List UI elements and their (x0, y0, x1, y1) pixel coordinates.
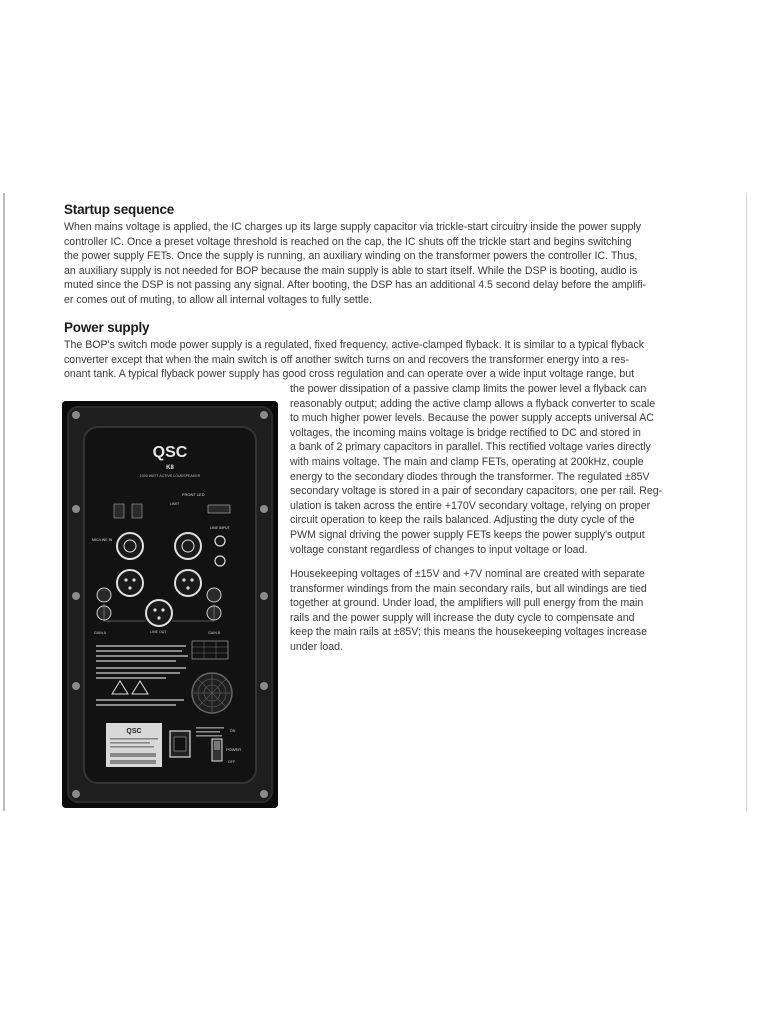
page-border-left (3, 193, 5, 811)
power-supply-paragraph-wide (64, 338, 704, 382)
model-label: K8 (166, 465, 174, 471)
text-line: an auxiliary supply is not needed for BOP because the main supply is able to start itself. While the DSP is booting, audio is (64, 264, 638, 277)
text-line: secondary voltage is stored in a pair of secondary capacitors, one per rail. Reg- (290, 485, 663, 498)
brand-logo: QSC (152, 444, 188, 461)
text-line: onant tank. A typical flyback power supply has good cross regulation and can operate over a wide input voltage range, but (64, 368, 635, 381)
text-line: ulation is taken across the entire +170V secondary voltage, relying on proper (290, 499, 651, 512)
text-line: circuit operation to keep the rails balanced. Adjusting the duty cycle of the (290, 514, 635, 527)
speaker-rear-panel-photo (62, 401, 278, 808)
text-line: The BOP's switch mode power supply is a regulated, fixed frequency, active-clamped flyback. It is similar to a typical flyback (64, 339, 645, 351)
text-line: together at ground. Under load, the amplifiers will pull energy from the main (290, 597, 644, 610)
text-line: voltages, the incoming mains voltage is bridge rectified to DC and stored in (290, 426, 641, 439)
text-line: PWM signal driving the power supply FETs keeps the power supply's output (290, 528, 645, 541)
text-line: keep the main rails at ±85V; this means the housekeeping voltages increase (290, 626, 647, 639)
startup-heading: Startup sequence (64, 202, 175, 217)
power-supply-paragraph-column (290, 382, 690, 557)
power-label: POWER (226, 747, 242, 752)
text-line: with mains voltage. The main and clamp FETs, operating at 200kHz, couple (290, 455, 644, 468)
off-label: OFF (228, 760, 236, 764)
svg-text:QSC: QSC (126, 728, 142, 735)
line-out-label: LINE OUT (150, 630, 167, 634)
on-label: ON (230, 729, 236, 733)
text-line: under load. (290, 640, 344, 653)
text-line: transformer windings from the main secondary rails, but all windings are tied (290, 582, 647, 595)
housekeeping-paragraph (290, 567, 690, 655)
text-line: muted since the DSP is not passing any signal. After booting, the DSP has an additional 4.5 second delay before the amplifi- (64, 279, 647, 292)
gain-a-label: GAIN A (94, 631, 106, 635)
page-border-right (746, 193, 747, 811)
text-line: voltage constant regardless of changes to input voltage or load. (290, 543, 588, 556)
text-line: to much higher power levels. Because the power supply accepts universal AC (290, 412, 654, 425)
power-supply-heading: Power supply (64, 320, 150, 335)
limit-label: LIMIT (170, 502, 180, 506)
text-line: the power supply FETs. Once the supply is running, an auxiliary winding on the transformer powers the controller IC. Thus, (64, 250, 638, 263)
text-line: converter except that when the main switch is off another switch turns on and recovers the transformer energy into a res- (64, 353, 630, 366)
text-line: energy to the secondary diodes through the transformer. The regulated ±85V (290, 470, 650, 483)
gain-b-label: GAIN B (208, 631, 221, 635)
line-input-label: LINE INPUT (210, 526, 230, 530)
text-line: rails and the power supply will increase the duty cycle to compensate and (290, 611, 635, 624)
mic-line-in-label: MIC/LINE IN (92, 538, 113, 542)
text-line: er comes out of muting, to allow all internal voltages to fully settle. (64, 293, 372, 306)
text-line: reasonably output; adding the active clamp allows a flyback converter to scale (290, 397, 656, 410)
subtitle-label: 1000 WATT ACTIVE LOUDSPEAKER (139, 474, 201, 478)
text-line: When mains voltage is applied, the IC charges up its large supply capacitor via trickle-start circuitry inside the power supply (64, 221, 642, 233)
text-line: the power dissipation of a passive clamp limits the power level a flyback can (290, 383, 647, 395)
text-line: controller IC. Once a preset voltage threshold is reached on the cap, the IC shuts off the trickle start and begins switching (64, 235, 632, 248)
startup-paragraph (64, 220, 704, 308)
text-line: Housekeeping voltages of ±15V and +7V nominal are created with separate (290, 568, 645, 580)
text-line: a bank of 2 primary capacitors in parallel. This rectified voltage varies directly (290, 441, 651, 454)
front-led-label: FRONT LED (182, 492, 205, 497)
